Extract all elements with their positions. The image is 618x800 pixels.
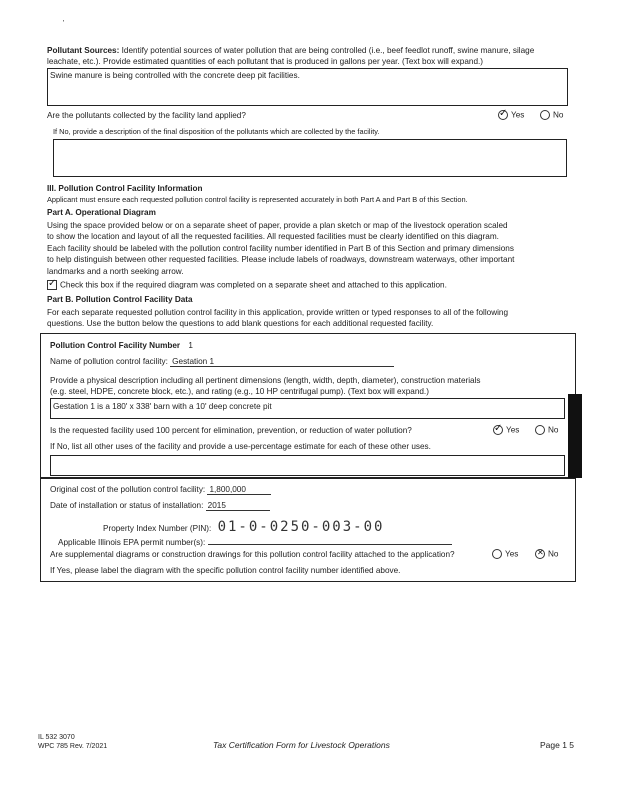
facility-number-label: Pollution Control Facility Number <box>50 341 181 350</box>
footer-codes <box>38 733 107 751</box>
facility-desc-box[interactable] <box>50 398 565 419</box>
facility-name-row <box>50 357 394 367</box>
supp-question: Are supplemental diagrams or construction drawings for this pollution control facility attached to the application? <box>50 550 455 559</box>
supp-yes-label: Yes <box>505 549 519 559</box>
applied-yes-label: Yes <box>511 110 525 120</box>
section3-title: III. Pollution Control Facility Information <box>47 184 203 193</box>
footer-code1: IL 532 3070 <box>38 734 75 741</box>
pin-value[interactable]: 01-0-0250-003-00 <box>217 519 385 535</box>
partA-title: Part A. Operational Diagram <box>47 208 156 217</box>
percent-no-option[interactable] <box>535 425 558 435</box>
checkmark-icon: ✓ <box>48 278 57 289</box>
percent-no-label: No <box>548 425 559 435</box>
facility-number-row <box>50 341 193 350</box>
other-uses-box[interactable] <box>50 455 565 476</box>
percent-yes-option[interactable] <box>493 425 519 435</box>
partA-check-row <box>47 280 447 290</box>
permit-field[interactable] <box>208 535 452 545</box>
partA-line: to help distinguish between other requested facilities. Please include labels of roadways, downstream waterways, other important <box>47 255 515 265</box>
applied-no-label: No <box>553 110 564 120</box>
cost-label: Original cost of the pollution control facility: <box>50 485 206 494</box>
partB-title: Part B. Pollution Control Facility Data <box>47 295 193 304</box>
disposition-box[interactable] <box>53 139 567 177</box>
scan-artifact-bar <box>568 394 582 478</box>
facility-name-label: Name of pollution control facility: <box>50 357 168 366</box>
cost-field[interactable]: 1,800,000 <box>207 485 271 495</box>
facility-number-value: 1 <box>188 341 193 350</box>
stray-mark: ' <box>63 20 65 27</box>
partB-instructions <box>47 307 577 330</box>
partA-line: landmarks and a north seeking arrow. <box>47 266 184 276</box>
percent-ifno-text: If No, list all other uses of the facility and provide a use-percentage estimate for each of these other uses. <box>50 442 431 451</box>
pollutant-desc-line1: Identify potential sources of water pollution that are being controlled (i.e., beef feedlot runoff, swine manure, silage <box>121 46 535 55</box>
footer-code2: WPC 785 Rev. 7/2021 <box>38 743 108 750</box>
pin-row <box>103 519 384 535</box>
footer-page: Page 1 5 <box>540 740 575 750</box>
diagram-checkbox[interactable] <box>47 280 57 290</box>
partA-line: to show the location and layout of all the requested facilities. All requested facilities must be clearly identified on this diagram. <box>47 232 499 242</box>
supp-no-label: No <box>548 549 559 559</box>
facility-desc-text: Gestation 1 is a 180' x 338' barn with a 10' deep concrete pit <box>53 402 272 411</box>
pollutant-answer-box[interactable] <box>47 68 568 106</box>
partA-instructions <box>47 220 577 277</box>
applied-no-radio[interactable] <box>540 110 550 120</box>
permit-row <box>58 535 452 547</box>
permit-label: Applicable Illinois EPA permit number(s): <box>58 538 206 547</box>
footer-title: Tax Certification Form for Livestock Operations <box>213 740 390 750</box>
cost-row <box>50 485 271 495</box>
facility-desc-line2: (e.g. steel, HDPE, concrete block, etc.), and rating (e.g., 10 HP centrifugal pump). (Text box will expand.) <box>50 387 429 397</box>
supp-yes-option[interactable] <box>492 549 518 559</box>
percent-no-radio[interactable] <box>535 425 545 435</box>
partB-line: questions. Use the button below the questions to add blank questions for each additional requested facility. <box>47 319 434 329</box>
partA-line: Each facility should be labeled with the pollution control facility number identified in Part B of this Section and primary dimensions <box>47 243 514 253</box>
date-row <box>50 501 270 511</box>
applied-question: Are the pollutants collected by the facility land applied? <box>47 111 246 120</box>
pollutant-answer-text: Swine manure is being controlled with the concrete deep pit facilities. <box>50 71 300 80</box>
partB-line: For each separate requested pollution control facility in this application, provide written or typed responses to all of the following <box>47 308 509 317</box>
facility-desc-line1: Provide a physical description including all pertinent dimensions (length, width, depth, diameter), construction materials <box>50 376 481 385</box>
pollutant-instructions <box>47 45 567 68</box>
date-field[interactable]: 2015 <box>206 501 270 511</box>
pin-label: Property Index Number (PIN): <box>103 524 212 533</box>
partA-line: Using the space provided below or on a separate sheet of paper, provide a plan sketch or map of the livestock operation scaled <box>47 221 508 230</box>
applied-yes-radio[interactable] <box>498 110 508 120</box>
applied-yes-option[interactable] <box>498 110 524 120</box>
section3-note: Applicant must ensure each requested pollution control facility is represented accurately in both Part A and Part B of this Section. <box>47 195 468 204</box>
facility-name-field[interactable]: Gestation 1 <box>170 357 394 367</box>
applied-no-option[interactable] <box>540 110 563 120</box>
applied-ifno-text: If No, provide a description of the final disposition of the pollutants which are collected by the facility. <box>53 127 380 136</box>
supp-no-option[interactable] <box>535 549 558 559</box>
percent-yes-label: Yes <box>506 425 520 435</box>
percent-yes-radio[interactable] <box>493 425 503 435</box>
supp-yes-radio[interactable] <box>492 549 502 559</box>
facility-desc-instructions <box>50 375 570 398</box>
partA-check-label: Check this box if the required diagram was completed on a separate sheet and attached to this application. <box>60 280 447 290</box>
date-label: Date of installation or status of installation: <box>50 501 204 510</box>
pollutant-desc-line2: leachate, etc.). Provide estimated quantities of each pollutant that is produced in gallons per year. (Text box will expand.) <box>47 57 484 67</box>
percent-question: Is the requested facility used 100 percent for elimination, prevention, or reduction of water pollution? <box>50 426 412 435</box>
pollutant-label: Pollutant Sources: <box>47 46 120 55</box>
supp-no-radio[interactable] <box>535 549 545 559</box>
supp-ifyes-text: If Yes, please label the diagram with the specific pollution control facility number identified above. <box>50 566 401 575</box>
